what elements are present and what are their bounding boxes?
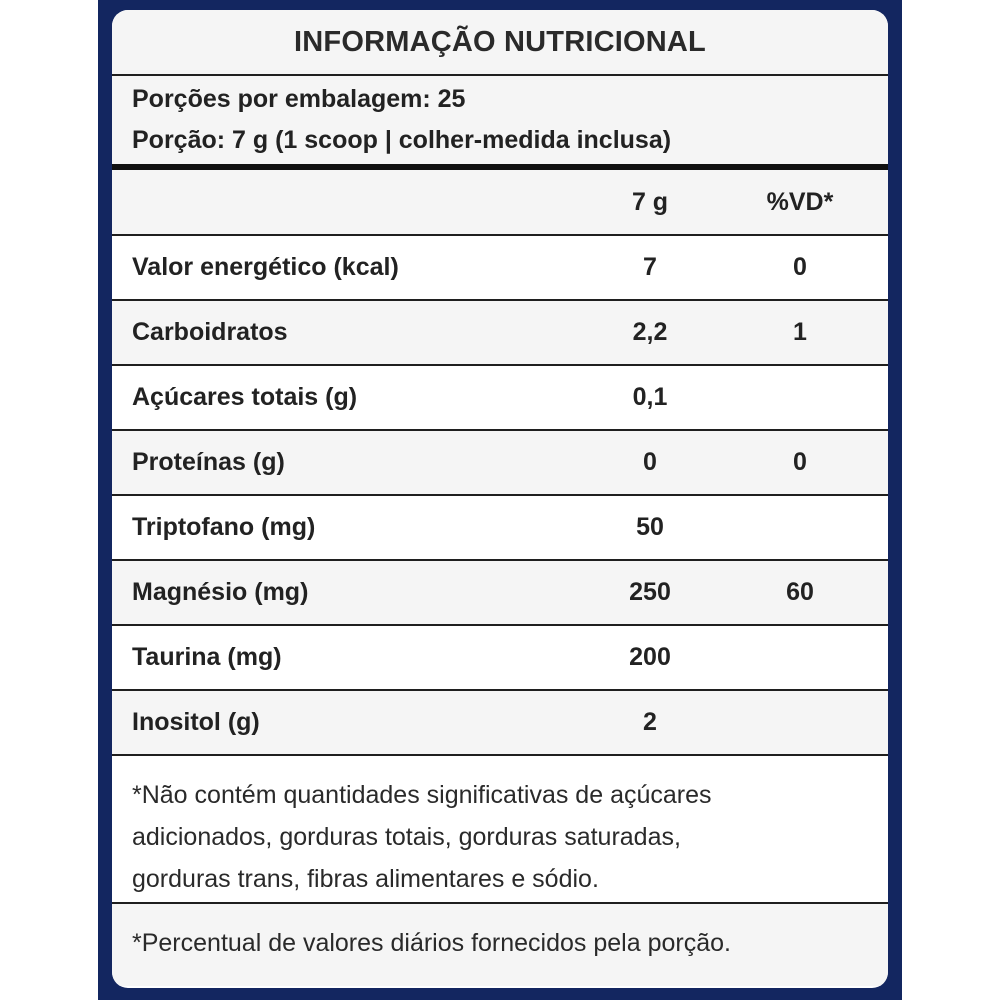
serving-info bbox=[112, 76, 888, 170]
disclaimer-line: *Não contém quantidades significativas de açúcares bbox=[132, 781, 712, 809]
nutrient-daily-value: 60 bbox=[786, 578, 814, 606]
nutrient-quantity: 2,2 bbox=[632, 318, 668, 346]
serving-size: Porção: 7 g (1 scoop | colher-medida inclusa) bbox=[132, 126, 672, 154]
table-row bbox=[112, 301, 888, 366]
nutrient-quantity: 2 bbox=[643, 708, 657, 736]
nutrient-quantity: 200 bbox=[629, 643, 671, 671]
table-header-row bbox=[112, 170, 888, 236]
nutrient-quantity: 0,1 bbox=[632, 383, 668, 411]
nutrient-name: Triptofano (mg) bbox=[132, 513, 316, 541]
nutrient-quantity: 7 bbox=[643, 253, 657, 281]
table-row bbox=[112, 496, 888, 561]
nutrient-name: Proteínas (g) bbox=[132, 448, 285, 476]
daily-value-footnote: *Percentual de valores diários fornecidos pela porção. bbox=[112, 904, 888, 986]
column-header-daily-value: %VD* bbox=[766, 188, 834, 216]
nutrient-name: Valor energético (kcal) bbox=[132, 253, 399, 281]
table-row bbox=[112, 431, 888, 496]
nutrient-name: Taurina (mg) bbox=[132, 643, 282, 671]
disclaimer-line: gorduras trans, fibras alimentares e sódio. bbox=[132, 865, 599, 893]
nutrition-facts-label bbox=[112, 10, 888, 988]
nutrient-name: Inositol (g) bbox=[132, 708, 260, 736]
table-row bbox=[112, 691, 888, 756]
disclaimer-line: adicionados, gorduras totais, gorduras saturadas, bbox=[132, 823, 681, 851]
label-title: INFORMAÇÃO NUTRICIONAL bbox=[112, 10, 888, 76]
nutrient-name: Açúcares totais (g) bbox=[132, 383, 358, 411]
table-row bbox=[112, 561, 888, 626]
nutrient-daily-value: 0 bbox=[793, 448, 807, 476]
nutrient-name: Carboidratos bbox=[132, 318, 288, 346]
column-header-quantity: 7 g bbox=[631, 188, 669, 216]
disclaimer-note bbox=[112, 756, 888, 904]
nutrient-quantity: 250 bbox=[629, 578, 671, 606]
table-row bbox=[112, 366, 888, 431]
nutrient-name: Magnésio (mg) bbox=[132, 578, 309, 606]
nutrient-quantity: 50 bbox=[636, 513, 664, 541]
nutrient-quantity: 0 bbox=[643, 448, 657, 476]
nutrient-daily-value: 1 bbox=[793, 318, 807, 346]
nutrient-daily-value: 0 bbox=[793, 253, 807, 281]
table-row bbox=[112, 626, 888, 691]
servings-per-package: Porções por embalagem: 25 bbox=[132, 85, 466, 113]
table-row bbox=[112, 236, 888, 301]
